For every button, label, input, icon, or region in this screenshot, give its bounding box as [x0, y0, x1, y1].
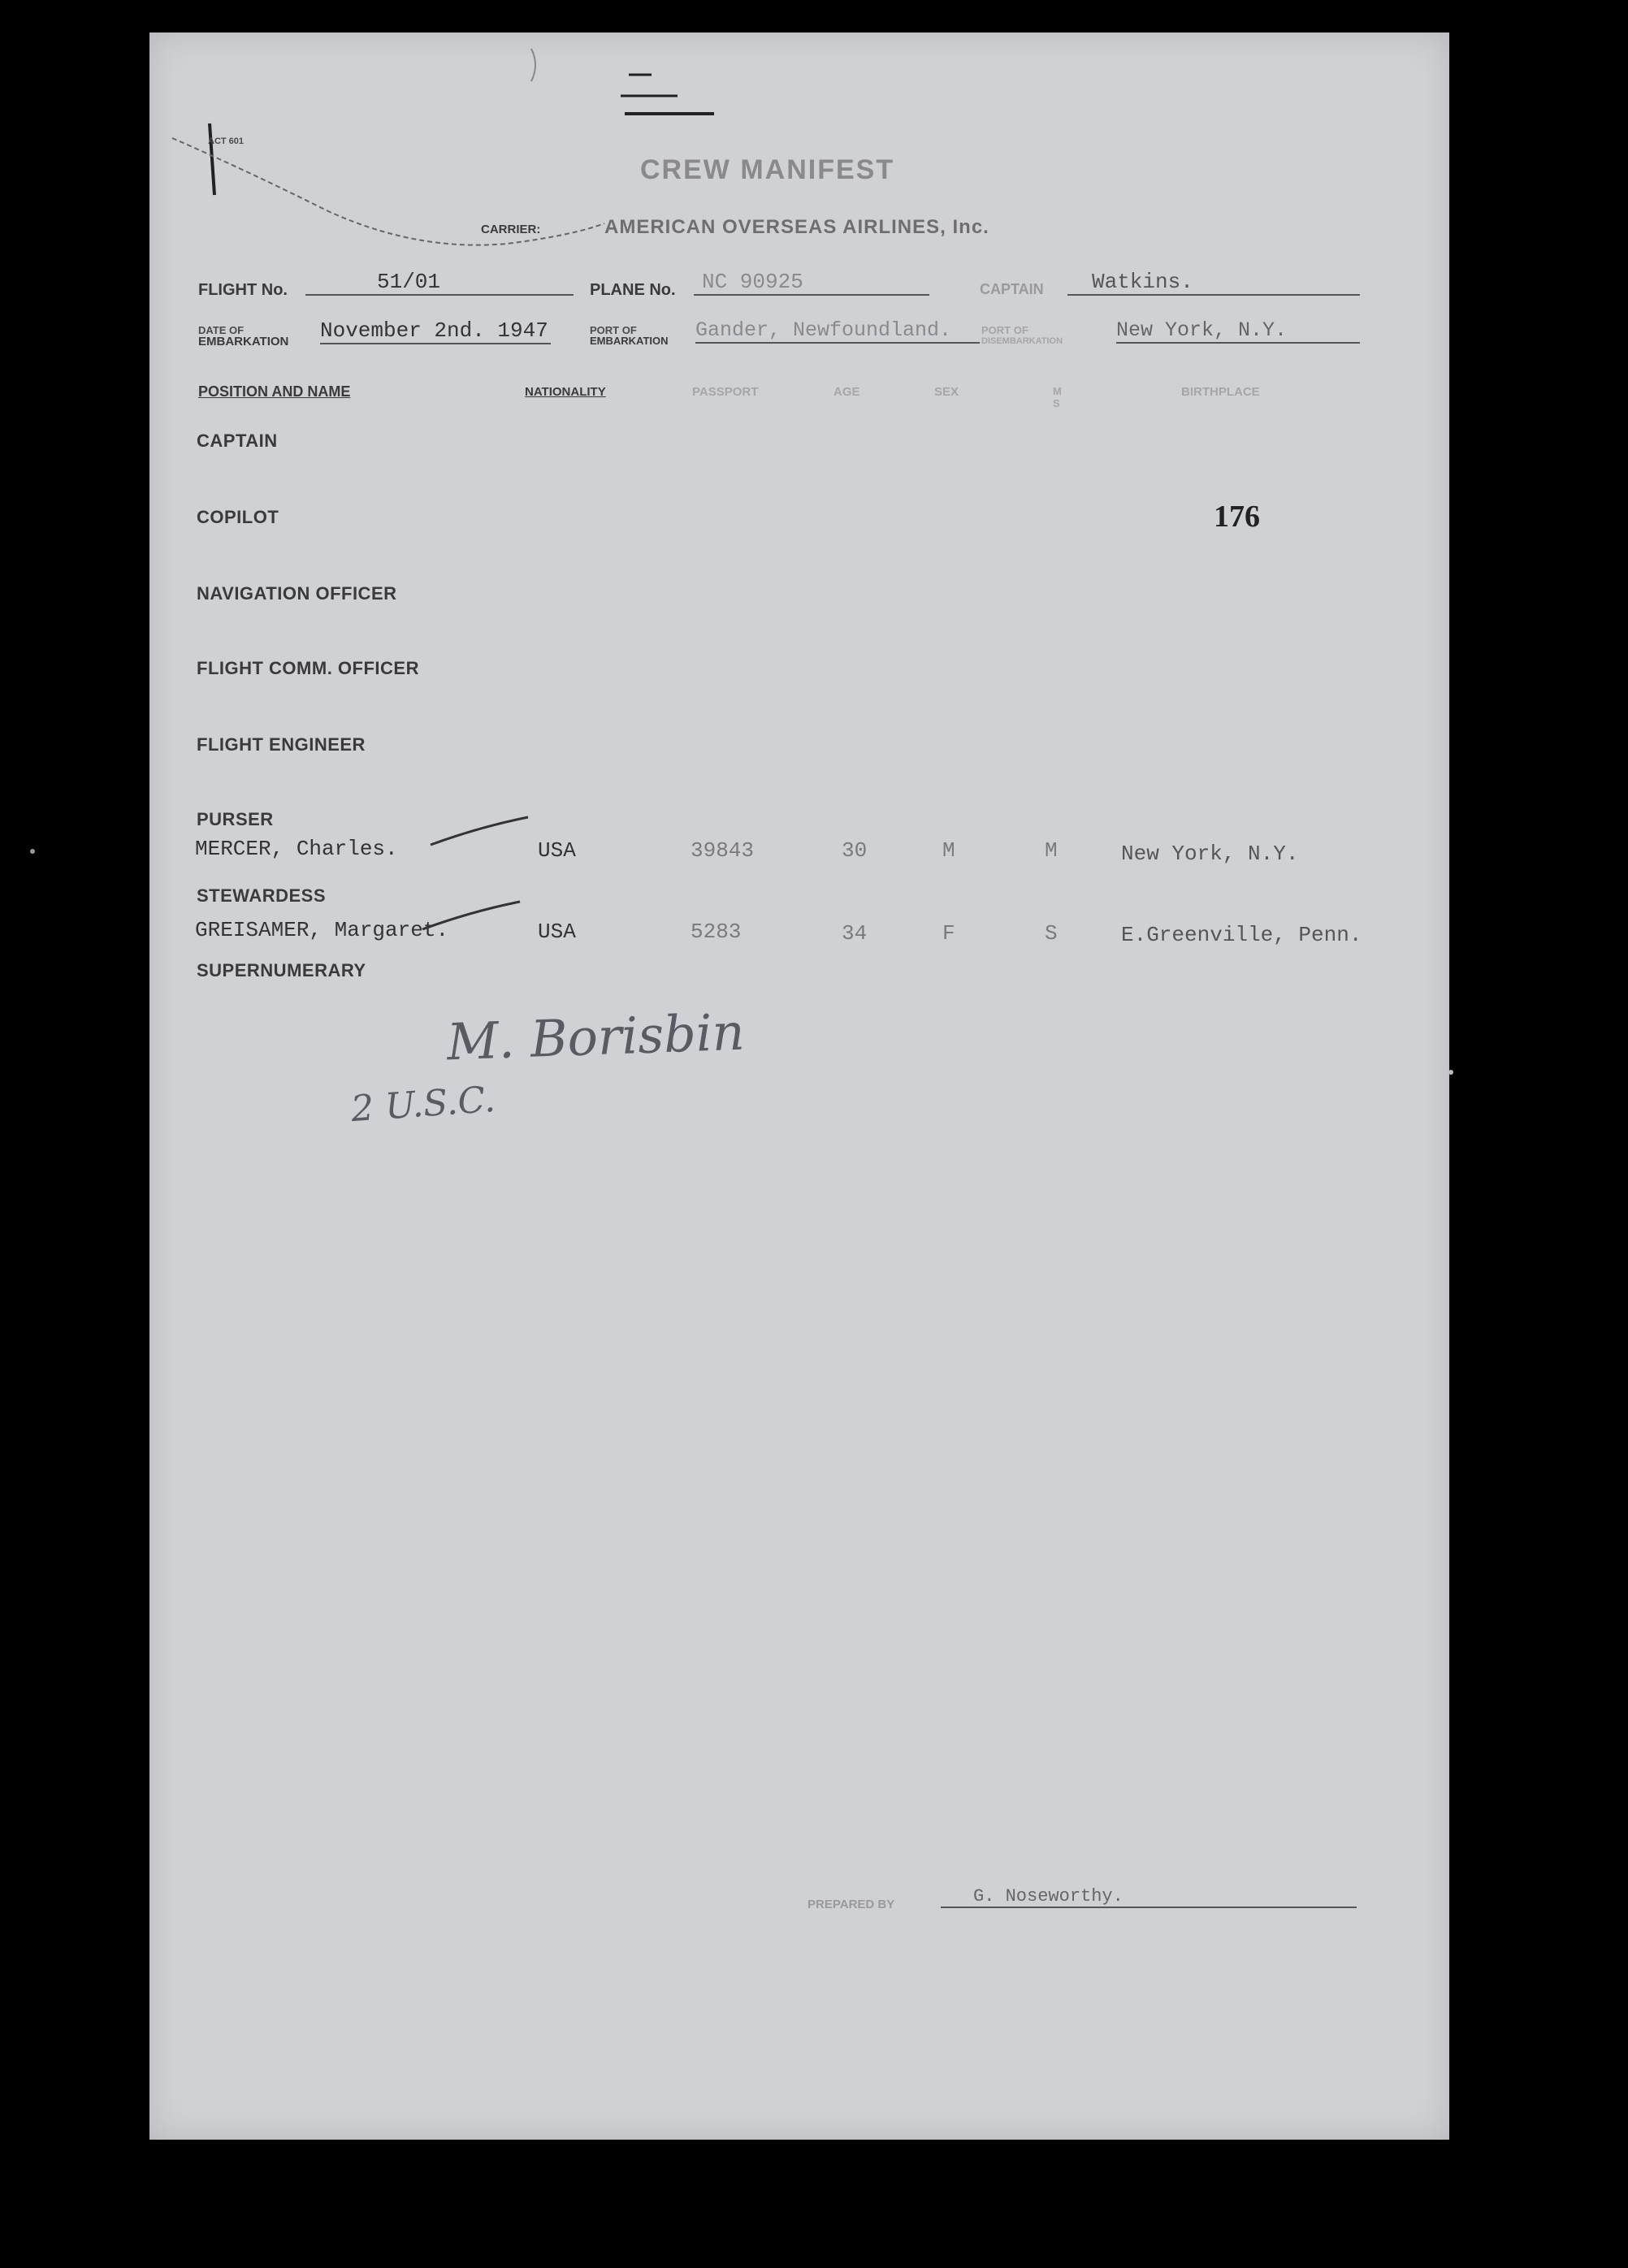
page-title: CREW MANIFEST — [640, 154, 895, 185]
crew-marital: M — [1045, 838, 1058, 863]
col-sex: SEX — [934, 385, 959, 399]
crew-name: GREISAMER, Margaret. — [195, 918, 449, 942]
crew-nationality: USA — [538, 920, 576, 944]
col-nationality: NATIONALITY — [525, 385, 606, 399]
handwritten-signature: M. Borisbin — [445, 1002, 746, 1072]
position-purser: PURSER — [197, 809, 274, 829]
port-emb-value: Gander, Newfoundland. — [695, 318, 980, 344]
flight-no-label: FLIGHT No. — [198, 281, 288, 299]
position-captain: CAPTAIN — [197, 431, 278, 451]
crew-birthplace: E.Greenville, Penn. — [1121, 923, 1362, 947]
check-mark-stewardess — [422, 902, 536, 934]
col-position-name: POSITION AND NAME — [198, 383, 351, 400]
crew-sex: M — [942, 838, 955, 863]
plane-no-label: PLANE No. — [590, 281, 676, 299]
date-label-1: DATE OF — [198, 324, 245, 336]
crew-age: 30 — [842, 838, 868, 863]
port-emb-label-1: PORT OF — [590, 324, 637, 336]
plane-no-value: NC 90925 — [694, 270, 929, 296]
port-dis-label-2: DISEMBARKATION — [981, 336, 1063, 346]
port-dis-value: New York, N.Y. — [1116, 318, 1360, 344]
flight-no-value: 51/01 — [305, 270, 574, 296]
carrier-name: AMERICAN OVERSEAS AIRLINES, Inc. — [604, 216, 989, 238]
position-stewardess: STEWARDESS — [197, 885, 327, 906]
crew-name: MERCER, Charles. — [195, 837, 398, 861]
port-dis-label-1: PORT OF — [981, 324, 1028, 336]
col-passport: PASSPORT — [692, 385, 759, 399]
position-comm-officer: FLIGHT COMM. OFFICER — [197, 658, 419, 678]
col-age: AGE — [833, 385, 860, 399]
crew-birthplace: New York, N.Y. — [1121, 842, 1299, 866]
captain-value: Watkins. — [1067, 270, 1360, 296]
prepared-by-label: PREPARED BY — [808, 1898, 895, 1911]
crew-age: 34 — [842, 921, 868, 946]
page-number: 176 — [1214, 500, 1260, 534]
prepared-by-value: G. Noseworthy. — [941, 1886, 1357, 1908]
crew-marital: S — [1045, 921, 1058, 946]
handwritten-note: 2 U.S.C. — [349, 1078, 497, 1131]
position-flight-engineer: FLIGHT ENGINEER — [197, 734, 366, 755]
form-number: ACT 601 — [208, 136, 245, 146]
date-value: November 2nd. 1947 — [320, 318, 551, 344]
crew-nationality: USA — [538, 838, 576, 863]
date-label-2: EMBARKATION — [198, 335, 289, 348]
crew-passport: 39843 — [691, 838, 755, 863]
position-supernumerary: SUPERNUMERARY — [197, 960, 366, 980]
captain-label: CAPTAIN — [980, 281, 1044, 297]
check-mark-purser — [431, 817, 544, 850]
position-navigation-officer: NAVIGATION OFFICER — [197, 583, 397, 604]
port-emb-label-2: EMBARKATION — [590, 335, 669, 347]
position-copilot: COPILOT — [197, 507, 279, 527]
col-birthplace: BIRTHPLACE — [1181, 385, 1260, 399]
carrier-label: CARRIER: — [481, 223, 541, 236]
col-ms: M S — [1053, 385, 1062, 409]
crew-passport: 5283 — [691, 920, 742, 944]
crew-sex: F — [942, 921, 955, 946]
manifest-sheet — [149, 32, 1449, 2140]
